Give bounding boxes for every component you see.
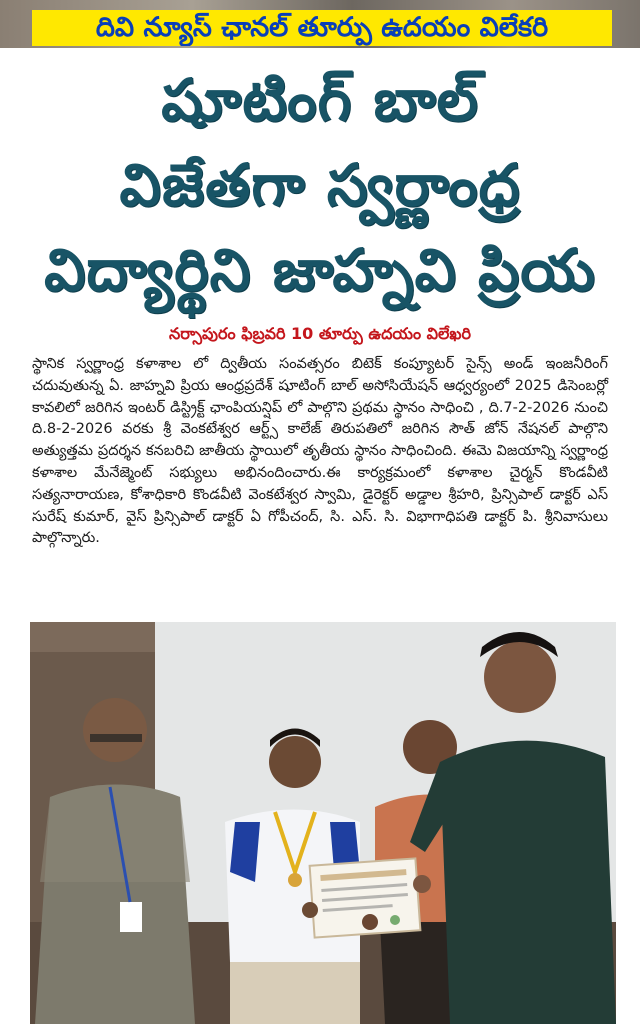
headline-line-2: విజేతగా స్వర్ణాంధ్ర [119, 151, 521, 219]
channel-banner: దివి న్యూస్ ఛానల్ తూర్పు ఉదయం విలేకరి [32, 10, 612, 46]
award-photo [30, 622, 616, 1024]
headline-line-3: విద్యార్థిని జాహ్నవి ప్రియ [44, 236, 596, 304]
award-photo-illustration [30, 622, 616, 1024]
headline-line-1: షూటింగ్ బాల్ [161, 66, 479, 134]
dateline: నర్సాపురం ఫిబ్రవరి 10 తూర్పు ఉదయం విలేఖరి [169, 324, 471, 343]
article-body: స్థానిక స్వర్ణాంధ్ర కళాశాల లో ద్వితీయ సంవత్సరం బిటెక్ కంప్యూటర్ సైన్స్ అండ్ ఇంజనీరింగ్ చదువుతున్న ఏ. జాహ్నవి ప్రియ ఆంధ్రప్రదేశ్ షూటింగ్ బాల్ అసోసియేషన్ ఆధ్వర్యంలో 2025 డిసెంబర్లో కావలిలో జరిగిన ఇంటర్ డిస్ట్రిక్ట్ ఛాంపియన్షిప్ లో పాల్గొని ప్రథమ స్థానం సాధించి , ది.7-2-2026 నుంచి ది.8-2-2026 వరకు శ్రీ వెంకటేశ్వర ఆర్ట్స్ కాలేజ్ తిరుపతిలో జరిగిన సౌత్ జోన్ నేషనల్ పాల్గొని అత్యుత్తమ ప్రదర్శన కనబరిచి జాతీయ స్థాయిలో తృతీయ స్థానం సాధించింది. ఈమె విజయాన్ని స్వర్ణాంధ్ర కళాశాల మేనేజ్మెంట్ సభ్యులు అభినందించారు.ఈ కార్యక్రమంలో కళాశాల చైర్మన్ కొండవీటి సత్యనారాయణ, కోశాధికారి కొండవీటి వెంకటేశ్వర స్వామి, డైరెక్టర్ అడ్డాల శ్రీహరి, ప్రిన్సిపాల్ డాక్టర్ ఎస్ సురేష్ కుమార్, వైస్ ప్రిన్సిపాల్ డాక్టర్ ఏ గోపీచంద్, సి. ఎస్. సి. విభాగాధిపతి డాక్టర్ పి. శ్రీనివాసులు పాల్గొన్నారు. [32, 356, 608, 547]
headline [20, 58, 620, 313]
